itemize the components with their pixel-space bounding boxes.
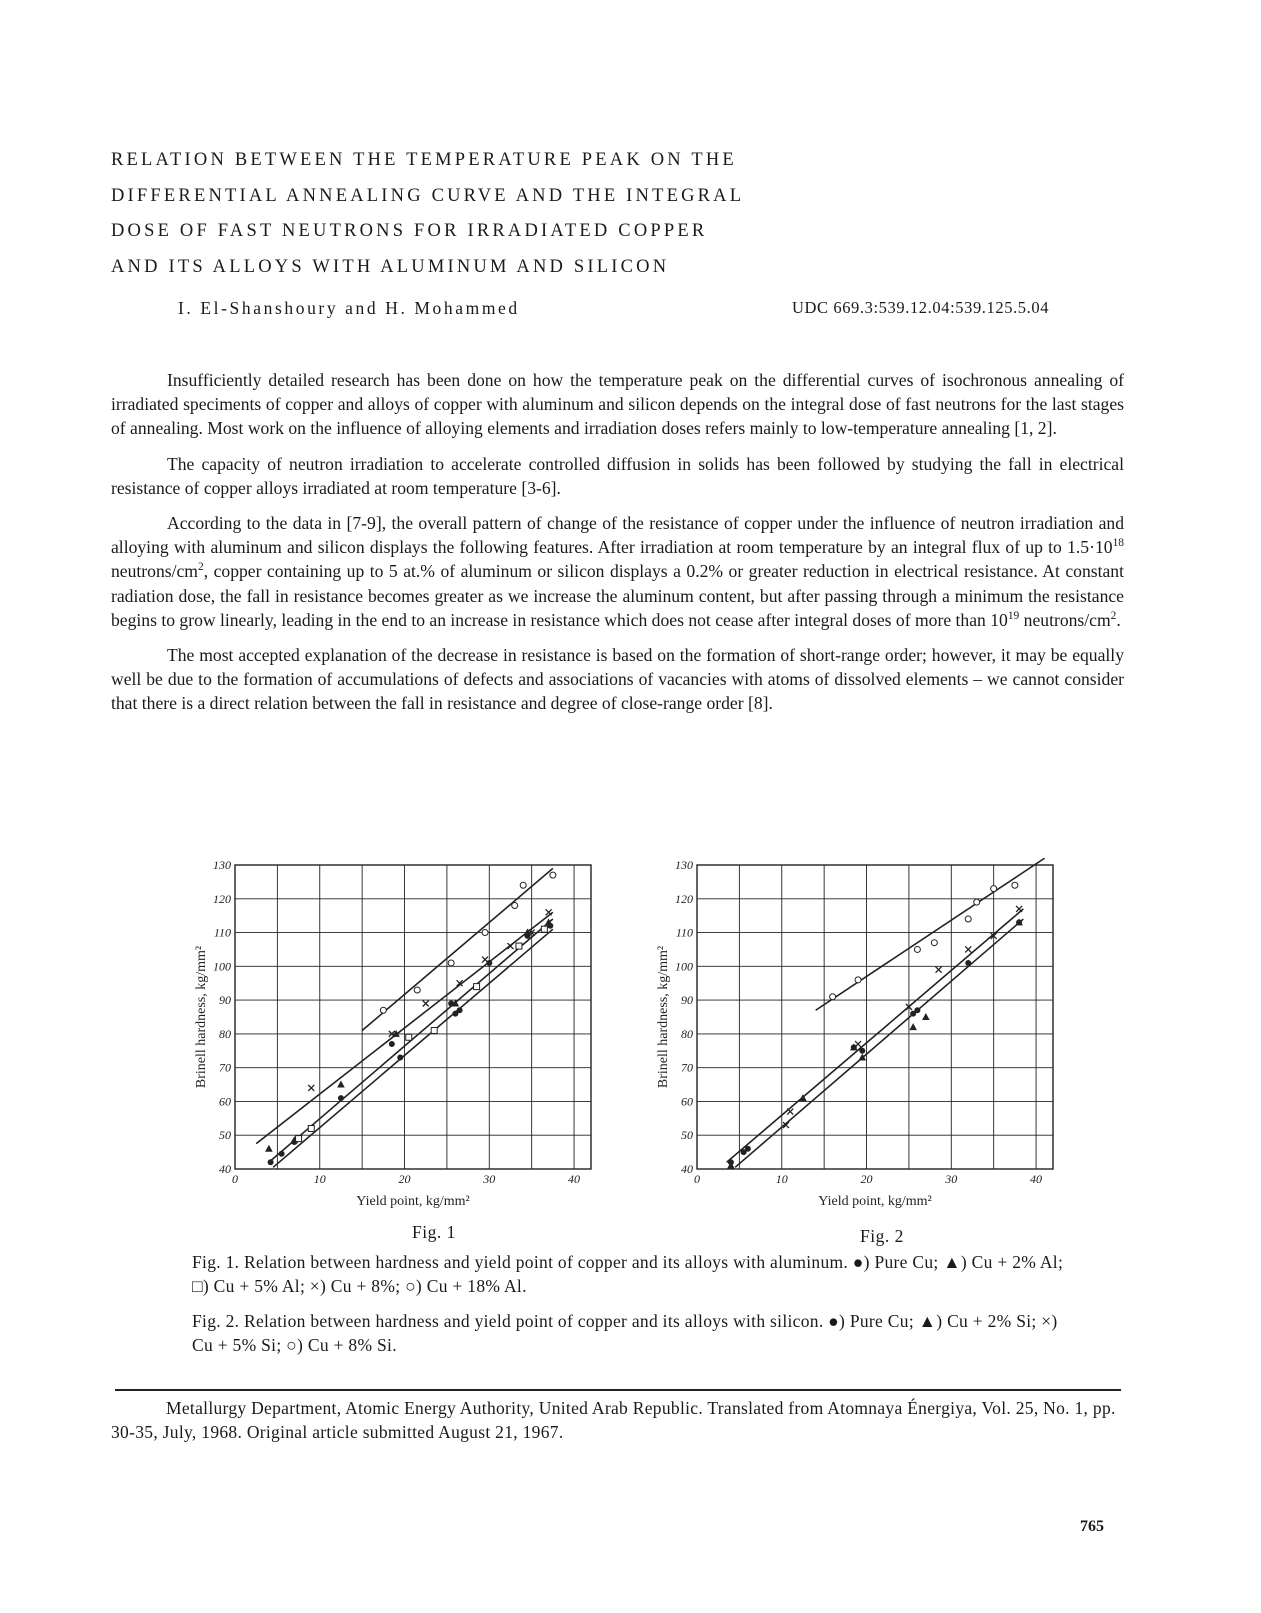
y-tick-label: 100 (213, 959, 231, 974)
data-point-triangle (922, 1013, 930, 1020)
footnote: Metallurgy Department, Atomic Energy Authority, United Arab Republic. Translated from Atomnaya Énergiya, Vol. 25, No. 1, pp. 30-35, July, 1968. Original article submitted August 21, 1967. (111, 1398, 1116, 1442)
y-axis-label: Brinell hardness, kg/mm² (656, 945, 671, 1089)
data-point-square (431, 1028, 437, 1034)
authors: I. El-Shanshoury and H. Mohammed (178, 298, 520, 318)
superscript: 19 (1007, 609, 1020, 622)
y-tick-label: 80 (219, 1026, 231, 1041)
x-axis-label: Yield point, kg/mm² (818, 1194, 932, 1209)
y-tick-label: 70 (681, 1060, 693, 1075)
data-point-dot (338, 1095, 344, 1101)
data-point-dot (914, 1007, 920, 1013)
superscript: 2 (1110, 609, 1117, 622)
y-tick-label: 90 (681, 993, 693, 1008)
data-point-circle (855, 977, 861, 983)
y-tick-label: 100 (675, 959, 693, 974)
data-point-dot (268, 1159, 274, 1165)
data-point-circle (414, 987, 420, 993)
data-point-circle (830, 994, 836, 1000)
data-point-cross (423, 1000, 429, 1006)
data-point-cross (308, 1085, 314, 1091)
fit-line (816, 858, 1045, 1010)
data-point-dot (279, 1151, 285, 1157)
figures (180, 855, 1080, 1245)
data-point-circle (482, 930, 488, 936)
data-point-triangle (337, 1081, 345, 1088)
data-point-cross (482, 957, 488, 963)
text-run: According to the data in [7-9], the overall pattern of change of the resistance of copper under the influence of neutron irradiation and alloying with aluminum and silicon displays the following features. After irradiation at room temperature by an integral flux of up to 1.5·10 (111, 513, 1124, 558)
paragraph: The most accepted explanation of the decrease in resistance is based on the formation of short-range order; however, it may be equally well be due to the formation of accumulations of defects and associations of vacancies with atoms of dissolved elements – we cannot consider that there is a direct relation between the fall in resistance and degree of close-range order [8]. (111, 645, 1124, 714)
plot-frame (235, 865, 591, 1169)
data-point-circle (520, 882, 526, 888)
data-point-circle (931, 940, 937, 946)
x-tick-label: 40 (568, 1172, 581, 1186)
data-point-circle (380, 1007, 386, 1013)
paragraph: The capacity of neutron irradiation to accelerate controlled diffusion in solids has been followed by studying the fall in electrical resistance of copper alloys irradiated at room temperature [3-6]. (111, 453, 1124, 498)
y-tick-label: 80 (681, 1026, 693, 1041)
x-tick-label: 0 (694, 1172, 700, 1186)
data-point-circle (991, 886, 997, 892)
title-line: AND ITS ALLOYS WITH ALUMINUM AND SILICON (111, 256, 670, 277)
x-tick-label: 20 (398, 1172, 411, 1186)
y-tick-label: 70 (219, 1060, 231, 1075)
fit-line (727, 909, 1024, 1162)
paragraph (111, 511, 1124, 632)
article-body (111, 368, 1124, 727)
y-tick-label: 110 (675, 925, 693, 940)
article-title (111, 143, 871, 285)
y-tick-label: 40 (219, 1162, 231, 1176)
data-point-cross (855, 1041, 861, 1047)
x-tick-label: 30 (483, 1172, 496, 1186)
x-tick-label: 10 (775, 1172, 788, 1186)
x-tick-label: 30 (945, 1172, 958, 1186)
fig1-caption: Fig. 1. Relation between hardness and yield point of copper and its alloys with aluminum. ●) Pure Cu; ▲) Cu + 2% Al; □) Cu + 5% Al; ×) Cu + 8%; ○) Cu + 18% Al. (192, 1252, 1064, 1296)
x-axis-label: Yield point, kg/mm² (356, 1194, 470, 1209)
y-tick-label: 130 (213, 858, 231, 872)
data-point-circle (512, 903, 518, 909)
data-point-dot (745, 1146, 751, 1152)
title-line: DIFFERENTIAL ANNEALING CURVE AND THE INTEGRAL (111, 185, 745, 206)
data-point-cross (546, 909, 552, 915)
data-point-circle (550, 872, 556, 878)
plot-frame (697, 865, 1053, 1169)
data-point-cross (787, 1109, 793, 1115)
page-number: 765 (1080, 1518, 1104, 1535)
title-line: RELATION BETWEEN THE TEMPERATURE PEAK ON THE (111, 150, 737, 170)
superscript: 18 (1112, 537, 1124, 550)
data-point-square (308, 1125, 314, 1131)
data-point-circle (448, 960, 454, 966)
data-point-square (406, 1034, 412, 1040)
data-point-circle (1012, 882, 1018, 888)
y-tick-label: 60 (219, 1094, 231, 1109)
y-axis-label: Brinell hardness, kg/mm² (194, 945, 209, 1089)
paragraph: Insufficiently detailed research has been done on how the temperature peak on the differential curves of isochronous annealing of irradiated speciments of copper and alloys of copper with aluminum and silicon depends on the integral dose of fast neutrons for the last stages of annealing. Most work on the influence of alloying elements and irradiation doses refers mainly to low-temperature annealing [1, 2]. (111, 370, 1124, 439)
y-tick-label: 120 (213, 891, 231, 906)
data-point-square (296, 1136, 302, 1142)
text-run: . (1116, 609, 1121, 630)
udc-code: UDC 669.3:539.12.04:539.125.5.04 (792, 298, 1050, 317)
data-point-circle (914, 946, 920, 952)
data-point-dot (965, 960, 971, 966)
fit-line (735, 919, 1023, 1167)
text-run: , copper containing up to 5 at.% of aluminum or silicon displays a 0.2% or greater reduction in electrical resistance. At constant radiation dose, the fall in resistance becomes greater as we increase the aluminum content, but after passing through a minimum the resistance begins to grow linearly, leading in the end to an increase in resistance which does not cease after integral doses of more than 10 (111, 561, 1124, 630)
superscript: 2 (197, 561, 204, 574)
y-tick-label: 50 (219, 1128, 231, 1143)
footnote-rule (115, 1389, 1121, 1391)
y-tick-label: 120 (675, 891, 693, 906)
fit-line (273, 929, 553, 1167)
y-tick-label: 50 (681, 1128, 693, 1143)
data-point-dot (389, 1041, 395, 1047)
text-run: neutrons/cm (111, 561, 198, 582)
y-tick-label: 40 (681, 1162, 693, 1176)
data-point-square (541, 926, 547, 932)
data-point-triangle (265, 1145, 273, 1152)
data-point-dot (457, 1007, 463, 1013)
data-point-cross (936, 967, 942, 973)
data-point-dot (859, 1048, 865, 1054)
fig2-chart (642, 855, 1082, 1225)
data-point-circle (974, 899, 980, 905)
fig1-chart (180, 855, 620, 1225)
fig2-label: Fig. 2 (860, 1226, 904, 1246)
fig2-caption: Fig. 2. Relation between hardness and yield point of copper and its alloys with silicon. ●) Pure Cu; ▲) Cu + 2% Si; ×) Cu + 5% Si; ○) Cu + 8% Si. (192, 1311, 1058, 1355)
y-tick-label: 130 (675, 858, 693, 872)
fig1-label: Fig. 1 (412, 1222, 456, 1242)
x-tick-label: 40 (1030, 1172, 1043, 1186)
data-point-square (516, 943, 522, 949)
data-point-cross (1016, 906, 1022, 912)
data-point-cross (965, 946, 971, 952)
y-tick-label: 90 (219, 993, 231, 1008)
y-tick-label: 110 (213, 925, 231, 940)
data-point-square (474, 984, 480, 990)
y-tick-label: 60 (681, 1094, 693, 1109)
x-tick-label: 20 (860, 1172, 873, 1186)
text-run: neutrons/cm (1019, 609, 1111, 630)
x-tick-label: 0 (232, 1172, 238, 1186)
data-point-circle (965, 916, 971, 922)
x-tick-label: 10 (313, 1172, 326, 1186)
data-point-dot (397, 1055, 403, 1061)
title-line: DOSE OF FAST NEUTRONS FOR IRRADIATED COPPER (111, 221, 708, 241)
data-point-triangle (909, 1023, 917, 1030)
